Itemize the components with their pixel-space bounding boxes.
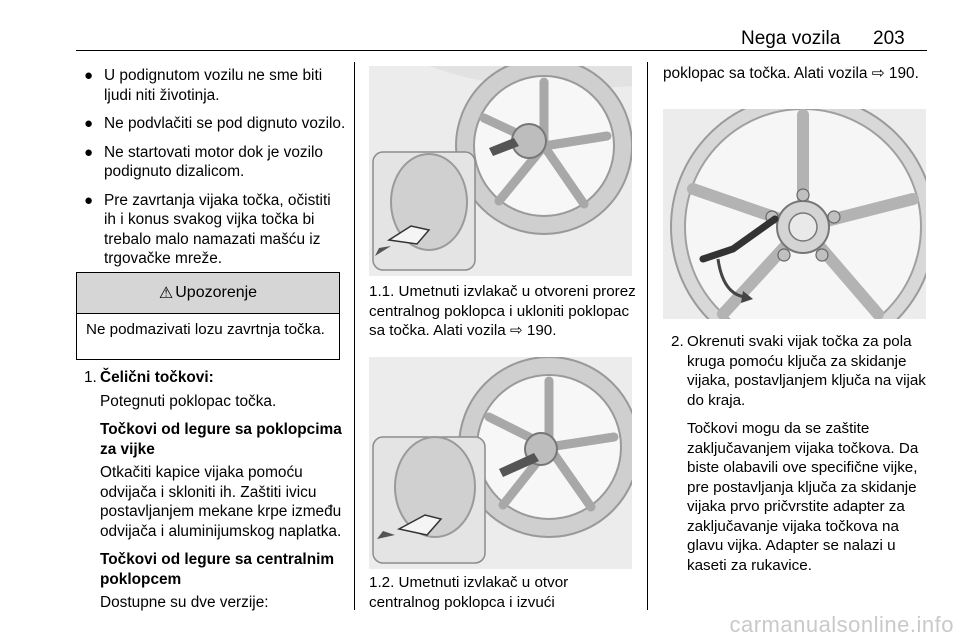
warning-text: Ne podmazivati lozu zavrtnja točka.: [86, 321, 325, 338]
list-item: [76, 66, 346, 105]
wheel-illustration: [369, 357, 632, 569]
figure-wheel-cover-removal-2: [369, 357, 632, 569]
bullet-text: Ne startovati motor dok je vozilo podignuto dizalicom.: [104, 143, 323, 180]
page-title: Nega vozila: [741, 28, 841, 49]
step-text: Dostupne su dve verzije:: [100, 594, 269, 611]
step-number: 2.: [671, 333, 684, 350]
step-1: [76, 368, 356, 622]
column-divider-right: [647, 62, 648, 610]
warning-title: Upozorenje: [175, 284, 258, 301]
figure-1-caption: 1.1. Umetnuti izvlakač u otvoreni prorez centralnog poklopca i ukloniti poklopac sa točka. Alati vozila ⇨ 190.: [369, 283, 636, 339]
step-text: Potegnuti poklopac točka.: [100, 392, 277, 410]
step-text: Okrenuti svaki vijak točka za pola kruga pomoću ključa za skidanje vijaka, postavljanjem ključa na vijak do kraja.: [687, 333, 926, 409]
list-item: [76, 143, 346, 182]
bullet-icon: ●: [84, 115, 94, 132]
step-text: Otkačiti kapice vijaka pomoću odvijača i skloniti ih. Zaštiti ivicu postavljanjem mekane krpe između odvijača i aluminijumskog naplatka.: [100, 464, 342, 540]
subheading: Točkovi od legure sa poklopcima za vijke: [100, 421, 342, 458]
step-title: Čelični točkovi:: [100, 369, 214, 386]
bullet-icon: ●: [84, 191, 94, 209]
warning-header: [77, 273, 339, 314]
watermark: carmanualsonline.info: [729, 612, 954, 637]
bullet-text: U podignutom vozilu ne sme biti ljudi niti životinja.: [104, 67, 323, 104]
list-item: [76, 191, 346, 269]
wheel-wrench-illustration: [663, 109, 926, 319]
list-item: [76, 114, 346, 134]
subheading: Točkovi od legure sa centralnim poklopcem: [100, 551, 335, 588]
header-rule: [76, 50, 927, 51]
step-2: [663, 332, 931, 584]
figure-2-caption: 1.2. Umetnuti izvlakač u otvor centralnog poklopca i izvući: [369, 574, 569, 611]
bullet-text: Pre zavrtanja vijaka točka, očistiti ih i konus svakog vijka točka bi trebalo malo namazati mašću iz trgovačke mreže.: [104, 191, 331, 267]
step-text: Točkovi mogu da se zaštite zaključavanjem vijaka točkova. Da biste olabavili ove specifične vijke, pre postavljanja ključa za skidanje vijaka prvo pričvrstite adapter za zaključavanje vijaka točkova na glavu vijka. Adapter se nalazi u kaseti za rukavice.: [687, 420, 919, 574]
warning-triangle-icon: ⚠: [158, 285, 174, 302]
warning-box: [76, 272, 340, 360]
figure-wheel-cover-removal-1: [369, 66, 632, 276]
step-number: 1.: [84, 369, 97, 386]
wheel-illustration: [369, 66, 632, 276]
bullet-icon: ●: [84, 143, 94, 161]
bullet-icon: ●: [84, 67, 94, 84]
safety-bullet-list: [76, 66, 346, 278]
caption-continuation: poklopac sa točka. Alati vozila ⇨ 190.: [663, 65, 919, 82]
bullet-text: Ne podvlačiti se pod dignuto vozilo.: [104, 115, 346, 132]
figure-wheel-bolt-wrench: [663, 109, 926, 319]
page-number: 203: [873, 28, 905, 49]
